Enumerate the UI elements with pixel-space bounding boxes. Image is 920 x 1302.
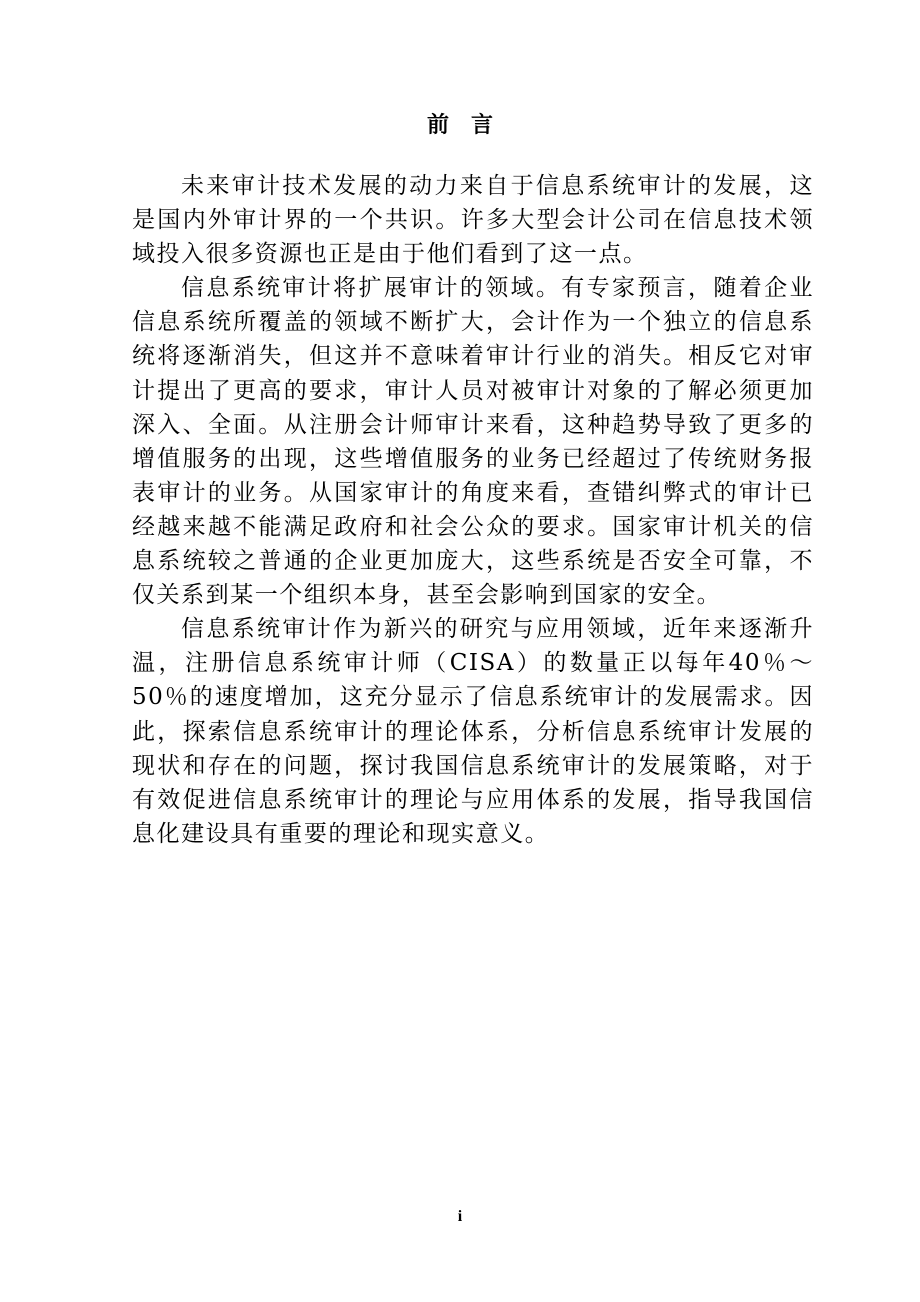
page-number: i <box>457 1208 463 1225</box>
preface-body <box>132 169 814 851</box>
paragraph-2: 信息系统审计将扩展审计的领域。有专家预言，随着企业信息系统所覆盖的领域不断扩大，会计作为一个独立的信息系统将逐渐消失，但这并不意味着审计行业的消失。相反它对审计提出了更高的要求，审计人员对被审计对象的了解必须更加深入、全面。从注册会计师审计来看，这种趋势导致了更多的增值服务的出现，这些增值服务的业务已经超过了传统财务报表审计的业务。从国家审计的角度来看，查错纠弊式的审计已经越来越不能满足政府和社会公众的要求。国家审计机关的信息系统较之普通的企业更加庞大，这些系统是否安全可靠，不仅关系到某一个组织本身，甚至会影响到国家的安全。 <box>132 275 814 609</box>
paragraph-1: 未来审计技术发展的动力来自于信息系统审计的发展，这是国内外审计界的一个共识。许多大型会计公司在信息技术领域投入很多资源也正是由于他们看到了这一点。 <box>132 173 814 268</box>
page-title: 前言 <box>426 113 515 138</box>
paragraph-3: 信息系统审计作为新兴的研究与应用领域，近年来逐渐升温，注册信息系统审计师（CISA）的数量正以每年40％～50％的速度增加，这充分显示了信息系统审计的发展需求。因此，探索信息系统审计的理论体系，分析信息系统审计发展的现状和存在的问题，探讨我国信息系统审计的发展策略，对于有效促进信息系统审计的理论与应用体系的发展，指导我国信息化建设具有重要的理论和现实意义。 <box>132 616 814 847</box>
